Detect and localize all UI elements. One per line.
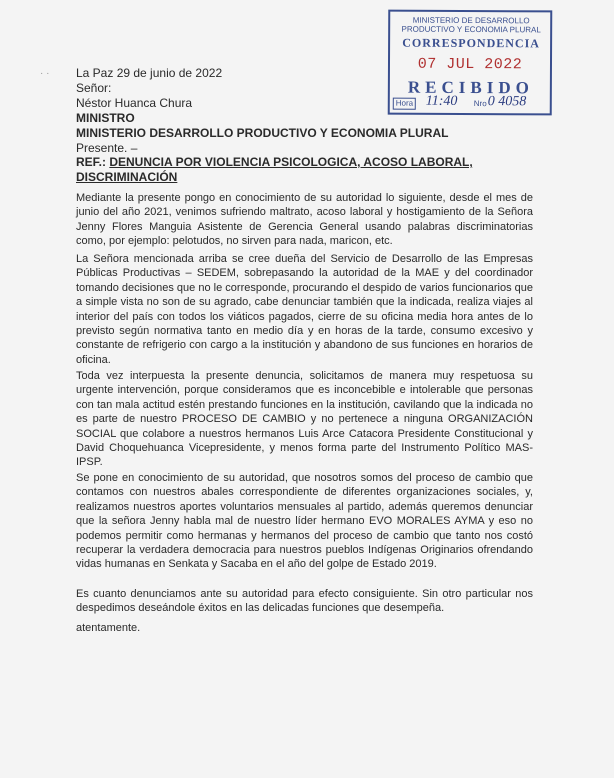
stamp-date: 07 JUL 2022 [417, 55, 523, 74]
stamp-nro-value: 0 4058 [487, 94, 527, 110]
paragraph-1: Mediante la presente pongo en conocimiento de su autoridad lo siguiente, desde el mes de junio del año 2021, venimos sufriendo maltrato, acoso laboral y hostigamiento de la Señora Jenny Flores Manguia Asistente de Gerencia General usando palabras discriminatorias como, por ejemplo: pelotudos, no sirven para nada, maricon, etc. [76, 192, 533, 248]
recipient-name: Néstor Huanca Chura [76, 96, 193, 110]
stamp-nro-label: Nro [473, 99, 487, 109]
stamp-ministry-line1: MINISTERIO DE DESARROLLO [412, 15, 530, 26]
closing: atentamente. [76, 622, 141, 634]
salutation: Señor: [76, 81, 112, 95]
ref-subject: DENUNCIA POR VIOLENCIA PSICOLOGICA, ACOSO LABORAL, DISCRIMINACIÓN [76, 155, 473, 184]
stamp-correspondencia: CORRESPONDENCIA [402, 35, 540, 51]
stamp-hora-value: 11:40 [425, 93, 458, 109]
scan-speck: · · [40, 68, 50, 79]
ref-label: REF.: [76, 155, 106, 169]
stamp-ministry-line2: PRODUCTIVO Y ECONOMIA PLURAL [401, 24, 541, 35]
paragraph-5: Es cuanto denunciamos ante su autoridad para efecto consiguiente. Sin otro particular nos despedimos deseándole éxitos en las delicadas funciones que desempeña. [76, 588, 533, 615]
presente: Presente. – [76, 141, 138, 155]
recipient-ministry: MINISTERIO DESARROLLO PRODUCTIVO Y ECONOMIA PLURAL [76, 126, 449, 140]
stamp-ministry [396, 16, 546, 35]
paragraph-4: Se pone en conocimiento de su autoridad, que nosotros somos del proceso de cambio que contamos con nuestros abales correspondiente de diferentes organizaciones sociales, y, realizamos nuestros aportes voluntarios mensuales al partido, además queremos denunciar que la señora Jenny habla mal de nuestro líder hermano EVO MORALES AYMA y eso no podemos permitir como hermanas y hermanos del proceso de cambio que tanto nos costó recuperar la verdadera democracia para nuestros pueblos Indígenas Originarios ofrendando vidas humanas en Senkata y Sacaba en el año del golpe de Estado 2019. [76, 472, 533, 571]
reference [76, 155, 546, 185]
place-date: La Paz 29 de junio de 2022 [76, 66, 223, 80]
stamp-hora-label: Hora [393, 98, 416, 110]
stamp-recibido: RECIBIDO [407, 77, 534, 98]
reception-stamp [388, 10, 553, 116]
recipient-title: MINISTRO [76, 111, 135, 125]
paragraph-2: La Señora mencionada arriba se cree dueña del Servicio de Desarrollo de las Empresas Públicas Productivas – SEDEM, sobrepasando la autoridad de la MAE y del coordinador tomando decisiones que no le corresponde, procurando el despido de varios funcionarios que a simple vista no son de su agrado, cabe denunciar también que la indicada, realiza viajes al interior del país con todos los viáticos pagados, cierre de su oficina media hora antes de lo previsto según normativa tanto en medio día y en horas de la tarde, consumo excesivo y constante de refrigerio con cargo a la institución y abandono de sus funciones en horarios de oficina. [76, 253, 533, 366]
paragraph-3: Toda vez interpuesta la presente denuncia, solicitamos de manera muy respetuosa su urgente intervención, porque consideramos que es inconcebible e intolerable que personas con tan mala actitud estén prestando funciones en la institución, cavilando que la indicada no es parte de nuestro PROCESO DE CAMBIO y no pertenece a ninguna ORGANIZACIÓN SOCIAL que colabore a nuestros hermanos Luis Arce Catacora Presidente Constitucional y David Choquehuanca Vicepresidente, y menos forma parte del Instrumento Político MAS-IPSP. [76, 370, 533, 469]
